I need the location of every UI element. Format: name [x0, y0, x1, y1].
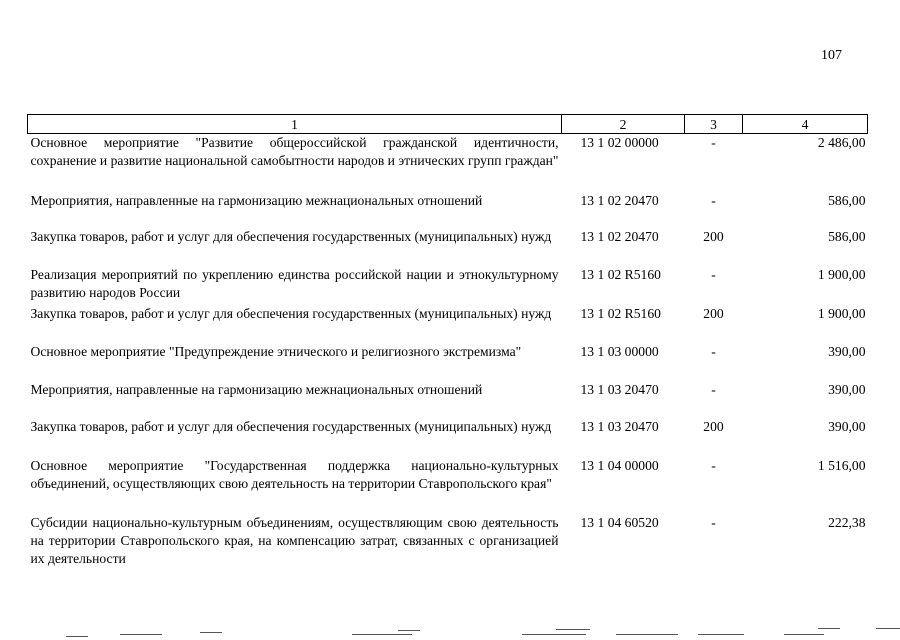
row-code: 13 1 04 00000	[580, 458, 659, 473]
row-type: -	[711, 193, 716, 208]
row-code: 13 1 02 00000	[580, 135, 659, 150]
row-amount: 1 516,00	[817, 458, 866, 473]
row-amount: 390,00	[828, 382, 866, 397]
row-code: 13 1 03 00000	[580, 344, 659, 359]
row-amount: 390,00	[828, 344, 866, 359]
row-type: -	[711, 135, 716, 150]
column-header-2: 2	[562, 115, 685, 134]
row-amount: 2 486,00	[817, 135, 866, 150]
row-name: Закупка товаров, работ и услуг для обеспечения государственных (муниципальных) нужд	[30, 306, 552, 321]
row-name: Мероприятия, направленные на гармонизацию межнациональных отношений	[30, 193, 483, 208]
row-amount: 222,38	[828, 515, 866, 530]
table-row	[28, 457, 868, 514]
row-amount: 390,00	[828, 419, 866, 434]
row-code: 13 1 02 20470	[580, 229, 659, 244]
column-header-3: 3	[685, 115, 743, 134]
table-row	[28, 418, 868, 457]
row-amount: 1 900,00	[817, 306, 866, 321]
row-code: 13 1 03 20470	[580, 419, 659, 434]
budget-table	[27, 114, 868, 572]
page-number: 107	[821, 48, 842, 63]
row-name: Закупка товаров, работ и услуг для обеспечения государственных (муниципальных) нужд	[30, 229, 552, 244]
row-type: -	[711, 458, 716, 473]
row-name: Мероприятия, направленные на гармонизацию межнациональных отношений	[30, 382, 483, 397]
row-code: 13 1 02 R5160	[580, 306, 661, 321]
row-name: Основное мероприятие "Развитие общероссийской гражданской идентичности, сохранение и развитие национальной самобытности народов и этнических групп граждан"	[30, 135, 559, 168]
row-name: Основное мероприятие "Предупреждение этнического и религиозного экстремизма"	[30, 344, 522, 359]
table-row	[28, 266, 868, 305]
row-code: 13 1 02 20470	[580, 193, 659, 208]
table-row	[28, 305, 868, 343]
scan-artifacts	[0, 622, 900, 640]
row-type: 200	[703, 419, 724, 434]
row-name: Основное мероприятие "Государственная поддержка национально-культурных объединений, осуществляющих свою деятельность на территории Ставропольского края"	[30, 458, 559, 491]
row-code: 13 1 02 R5160	[580, 267, 661, 282]
row-type: -	[711, 382, 716, 397]
row-type: -	[711, 267, 716, 282]
table-row	[28, 381, 868, 418]
row-code: 13 1 03 20470	[580, 382, 659, 397]
table-row	[28, 192, 868, 228]
row-type: -	[711, 515, 716, 530]
row-amount: 586,00	[828, 193, 866, 208]
table-row	[28, 134, 868, 193]
table-header-row	[28, 115, 868, 134]
row-amount: 586,00	[828, 229, 866, 244]
row-amount: 1 900,00	[817, 267, 866, 282]
row-type: 200	[703, 229, 724, 244]
column-header-4: 4	[743, 115, 868, 134]
row-type: 200	[703, 306, 724, 321]
row-code: 13 1 04 60520	[580, 515, 659, 530]
row-name: Закупка товаров, работ и услуг для обеспечения государственных (муниципальных) нужд	[30, 419, 552, 434]
row-name: Реализация мероприятий по укреплению единства российской нации и этнокультурному развитию народов России	[30, 267, 559, 300]
table-row	[28, 514, 868, 572]
column-header-1: 1	[28, 115, 562, 134]
row-name: Субсидии национально-культурным объединениям, осуществляющим свою деятельность на территории Ставропольского края, на компенсацию затрат, связанных с организацией их деятельности	[30, 515, 559, 566]
table-row	[28, 343, 868, 381]
row-type: -	[711, 344, 716, 359]
table-row	[28, 228, 868, 266]
